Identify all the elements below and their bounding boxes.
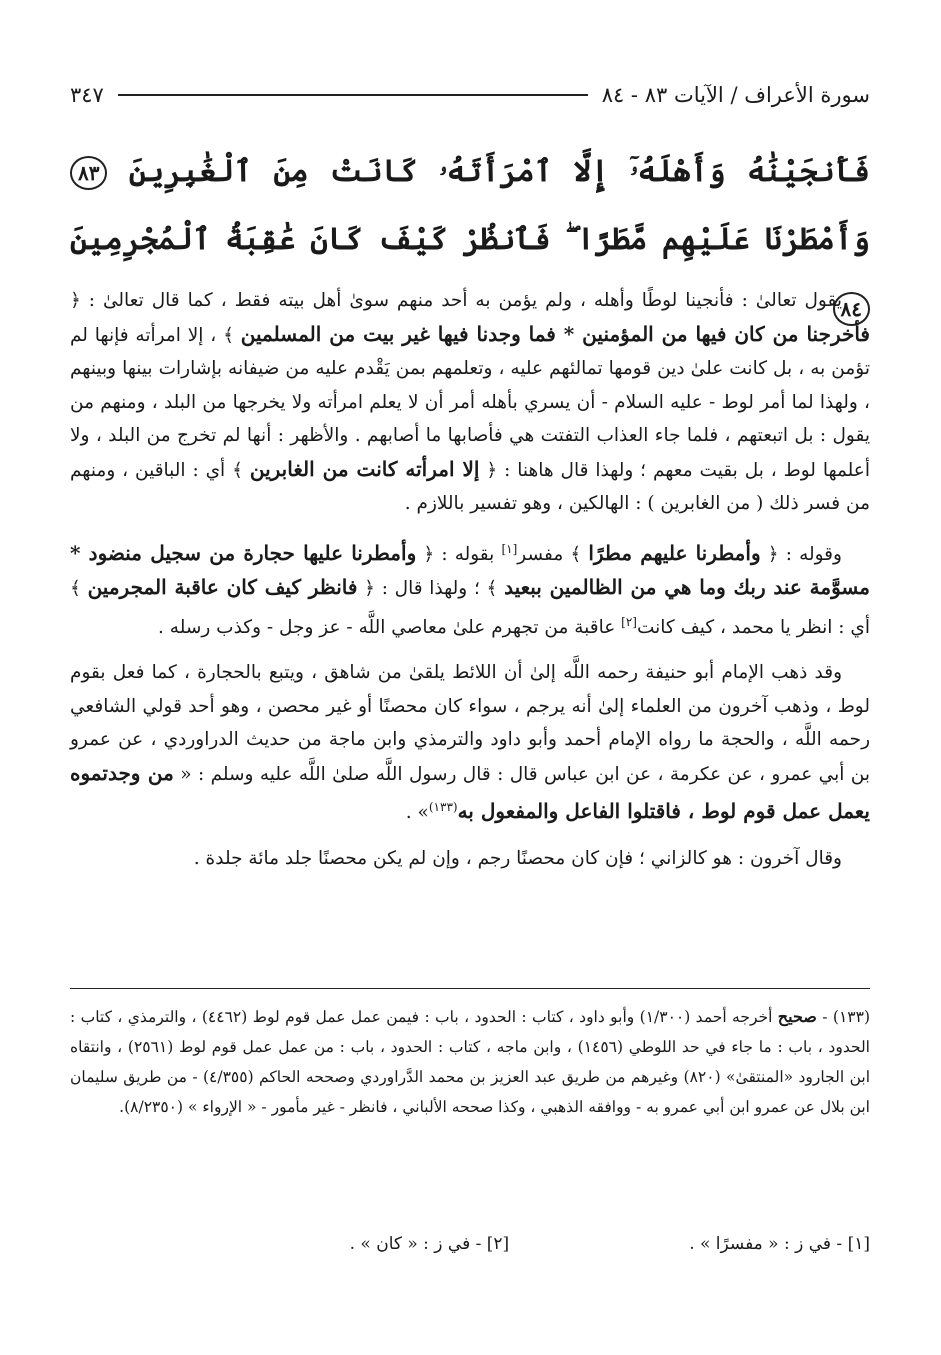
page-header — [70, 78, 870, 112]
variant-footnote-2: [٢] - في ز : « كان » . — [349, 1234, 510, 1254]
p2-text-a: وقوله : ﴿ — [767, 543, 842, 565]
page-number: ٣٤٧ — [70, 83, 104, 107]
p3-text-a: وقد ذهب الإمام أبو حنيفة رحمه اللَّه إلىٰ أن اللائط يلقىٰ من شاهق ، ويتبع بالحجارة ، كما فعل بقوم لوط ، وذهب آخرون من العلماء إلىٰ أنه يرجم ، سواء كان محصنًا أو غير محصن ، وهو أحد قولي الشافعي رحمه اللَّه ، والحجة ما رواه الإمام أحمد وأبو داود والترمذي وابن ماجة من حديث الدراوردي ، عن عمرو بن أبي عمرو ، عن عكرمة ، عن ابن عباس قال : قال رسول اللَّه صلىٰ اللَّه عليه وسلم : « — [70, 662, 870, 785]
footnote-ref-2[interactable]: [٢] — [621, 614, 637, 629]
p1-quote-1: فأخرجنا من كان فيها من المؤمنين * فما وجدنا فيها غير بيت من المسلمين — [240, 321, 870, 346]
paragraph-3 — [70, 656, 870, 830]
p2-quote-3: فانظر كيف كان عاقبة المجرمين — [87, 575, 358, 600]
variant-footnote-1: [١] - في ز : « مفسرًا » . — [689, 1234, 870, 1254]
p1-text-e: ﴾ أي : الباقين ، ومنهم من فسر ذلك ( من الغابرين ) : الهالكين ، وهو تفسير باللازم . — [70, 459, 870, 514]
paragraph-2 — [70, 533, 870, 645]
p1-text-a: يقول تعالىٰ : فأنجينا لوطًا وأهله ، ولم يؤمن به أحد منهم سوىٰ أهل بيته فقط ، كما قال تعالىٰ : ﴿ — [70, 290, 842, 311]
header-rule — [118, 94, 588, 96]
footnotes-section — [70, 1002, 870, 1122]
verse-line-1b: وَأَمْطَرْنَا عَلَيْهِم مَّطَرًا ۖ — [565, 222, 871, 257]
p2-text-f: ﴾ ؛ ولهذا قال : ﴿ — [364, 578, 498, 600]
footnote-133-text: أخرجه أحمد (١/٣٠٠) وأبو داود ، كتاب : الحدود ، باب : فيمن عمل عمل قوم لوط (٤٤٦٢) ، والترمذي ، كتاب : الحدود ، باب : ما جاء في حد اللوطي (١٤٥٦) ، وابن ماجه ، كتاب : الحدود ، باب : من عمل عمل قوم لوط (٢٥٦١) ، وانتقاه ابن الجارود «المنتقىٰ» (٨٢٠) وغيرهم من طريق عبد العزيز بن محمد الدَّراوردي وصححه الحاكم (٤/٣٥٥) - من طريق سليمان ابن بلال عن عمرو ابن أبي عمرو به - ووافقه الذهبي ، وكذا صححه الألباني ، فانظر - غير مأمور - « الإرواء » (٨/٢٣٥٠). — [70, 1008, 870, 1116]
paragraph-4: وقال آخرون : هو كالزاني ؛ فإن كان محصنًا رجم ، وإن لم يكن محصنًا جلد مائة جلدة . — [193, 847, 842, 869]
p2-quote-1: وأمطرنا عليهم مطرًا — [588, 540, 761, 565]
footnote-133 — [70, 1002, 870, 1122]
verse-line-1: فَأَنجَيْنَٰهُ وَأَهْلَهُۥٓ إِلَّا ٱمْرَأَتَهُۥ كَانَتْ مِنَ ٱلْغَٰبِرِينَ — [128, 154, 871, 189]
p2-text-d: بقوله : ﴿ — [423, 543, 495, 565]
footnote-ref-1[interactable]: [١] — [501, 541, 518, 556]
footnote-133-grade: صحيح — [777, 1007, 817, 1026]
p3-text-c: » . — [405, 802, 429, 824]
p3-hadith: من وجدتموه يعمل عمل قوم لوط ، فاقتلوا الفاعل والمفعول به — [70, 760, 870, 824]
surah-title: سورة الأعراف / الآيات ٨٣ - ٨٤ — [601, 83, 870, 107]
p1-text-c: ﴾ ، إلا امرأته فإنها لم تؤمن به ، بل كانت علىٰ دين قومها تمالئهم عليه ، وتعلمهم بمن يَقْدم عليه من ضيفانه بإشارات بينها وبينهم ، ولهذا لما أمر لوط - عليه السلام - أن يسري بأهله أمر أن لا يعلم امرأته ولا يخرجها من البلد ، ومنهم من يقول : بل اتبعتهم ، فلما جاء العذاب التفتت هي فأصابها ما أصابهم . والأظهر : أنها لم تخرج من البلد ، ولا أعلمها لوط ، بل بقيت معهم ؛ ولهذا قال هاهنا : ﴿ — [70, 324, 870, 481]
footnote-separator — [70, 988, 870, 989]
tafsir-body — [70, 284, 870, 887]
verse-number-83: ٨٣ — [70, 156, 107, 190]
verse-line-2: فَٱنظُرْ كَيْفَ كَانَ عَٰقِبَةُ ٱلْمُجْرِمِينَ — [70, 222, 551, 257]
p2-text-h: ﴾ أي : انظر يا محمد ، كيف كانت — [70, 578, 870, 638]
variant-footnotes — [70, 1224, 870, 1264]
footnote-133-number: (١٣٣) - — [822, 1008, 870, 1026]
paragraph-1 — [70, 284, 870, 521]
p2-text-i: عاقبة من تجهرم علىٰ معاصي اللَّه - عز وجل - وكذب رسله . — [158, 616, 616, 638]
p2-text-c: ﴾ مفسر — [517, 543, 582, 565]
verse-number-84: ٨٤ — [833, 292, 870, 326]
footnote-ref-133[interactable]: (١٣٣) — [428, 800, 458, 815]
p1-quote-2: إلا امرأته كانت من الغابرين — [249, 456, 480, 481]
p2-quote-2: وأمطرنا عليها حجارة من سجيل منضود * مسوَّمة عند ربك وما هي من الظالمين ببعيد — [70, 540, 870, 600]
